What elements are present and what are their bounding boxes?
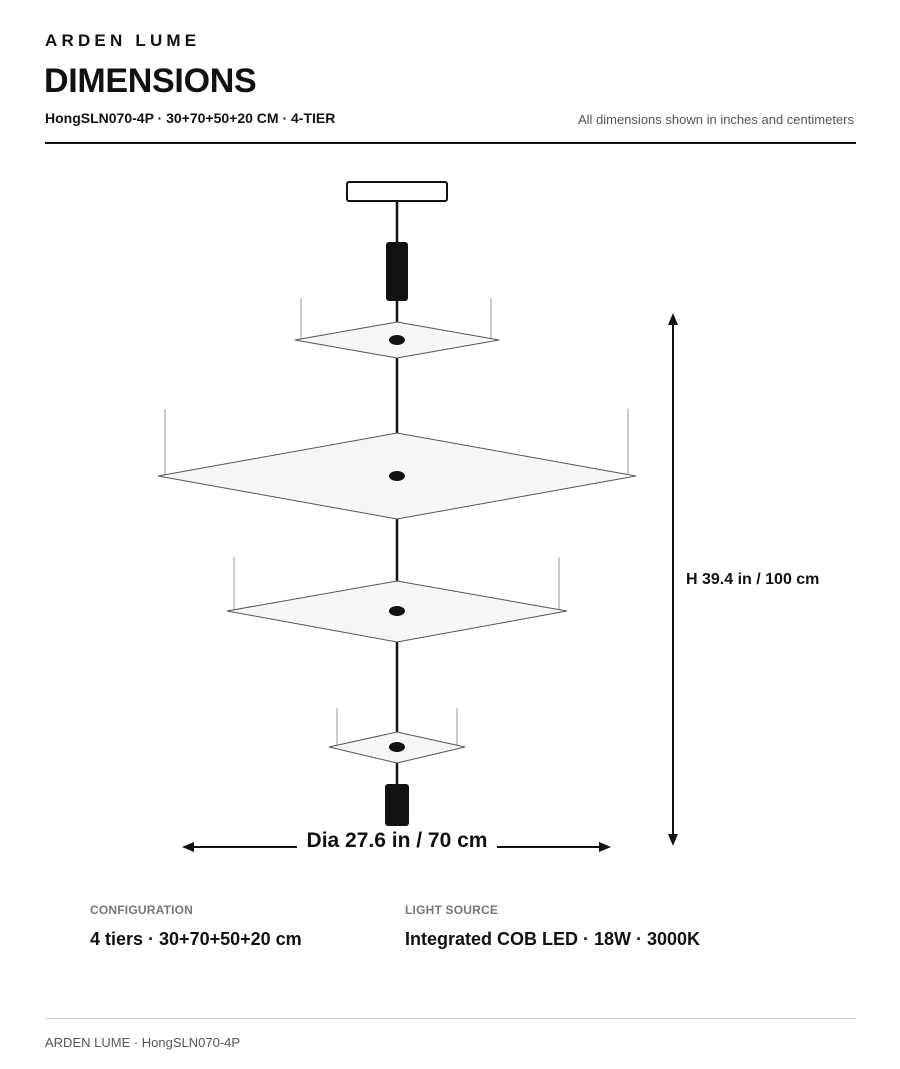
units-note: All dimensions shown in inches and centimeters [577,112,854,127]
driver-cylinder [386,242,408,301]
spec-value: Integrated COB LED · 18W · 3000K [405,929,701,949]
diameter-label: Dia 27.6 in / 70 cm [306,829,488,852]
footer-text: ARDEN LUME · HongSLN070-4P [45,1035,241,1050]
height-label: H 39.4 in / 100 cm [686,571,820,588]
model-subtitle: HongSLN070-4P · 30+70+50+20 CM · 4-TIER [45,110,336,126]
ceiling-canopy [347,182,447,201]
page-title: DIMENSIONS [44,62,257,100]
spec-value: 4 tiers · 30+70+50+20 cm [90,929,302,949]
bottom-finial [385,784,409,826]
footer-divider [45,1018,856,1019]
height-dimension-arrow [668,313,678,846]
spec-configuration [90,903,302,950]
spec-label: LIGHT SOURCE [405,903,499,917]
spec-light-source [405,903,700,950]
brand-name: ARDEN LUME [45,31,201,50]
spec-label: CONFIGURATION [90,903,194,917]
